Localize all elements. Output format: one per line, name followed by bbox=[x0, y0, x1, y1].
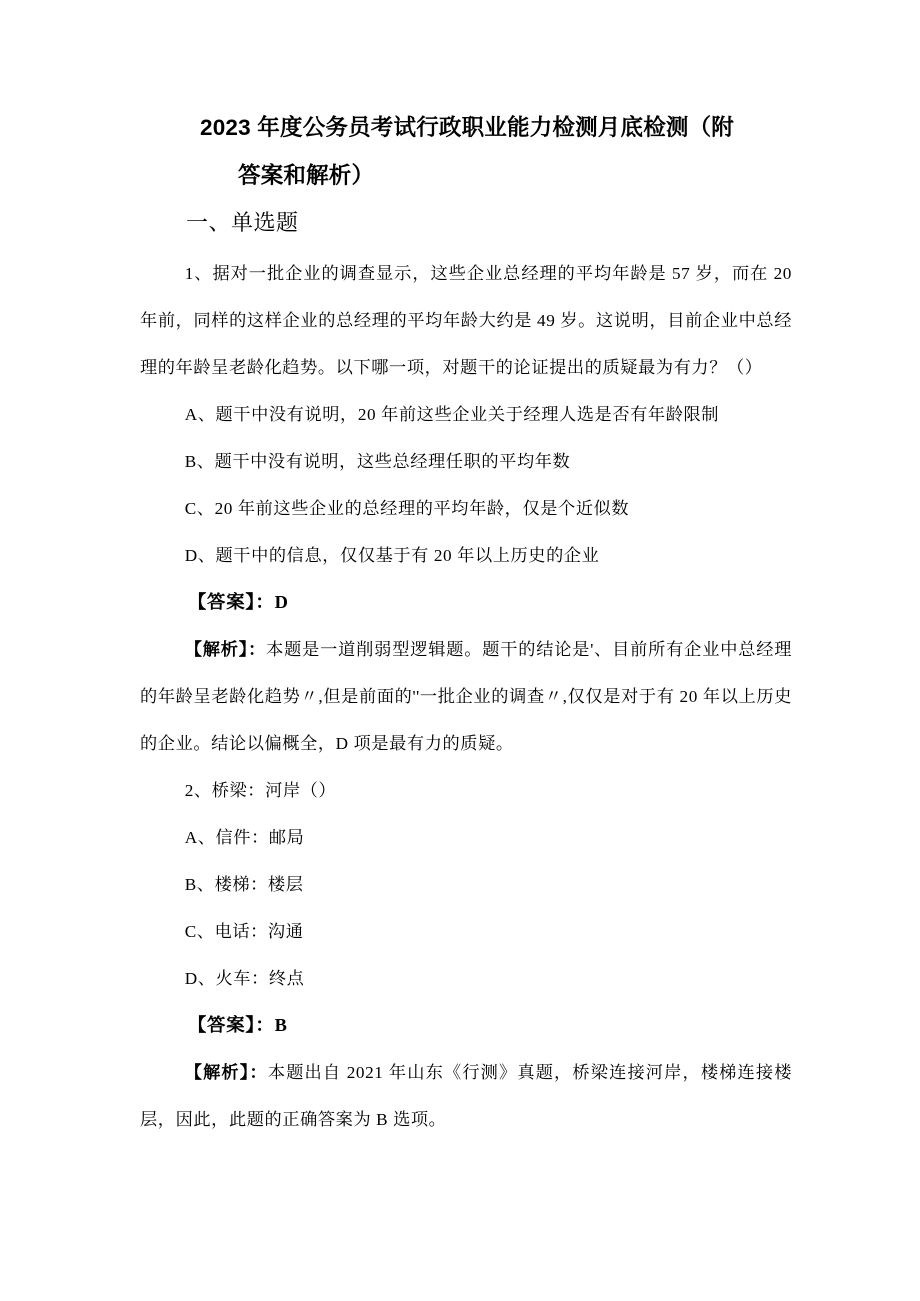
explanation-line bbox=[140, 626, 792, 767]
question-stem: 1、据对一批企业的调查显示，这些企业总经理的平均年龄是 57 岁，而在 20 年前，同样的这样企业的总经理的平均年龄大约是 49 岁。这说明，目前企业中总经理的年龄呈老龄化趋势。以下哪一项，对题干的论证提出的质疑最为有力？（） bbox=[140, 264, 792, 377]
explanation-line bbox=[140, 1049, 792, 1143]
answer-value: D bbox=[274, 592, 289, 612]
explanation-label: 【解析】： bbox=[184, 1063, 268, 1082]
answer-label: 【答案】： bbox=[187, 592, 275, 612]
question-block bbox=[140, 767, 792, 1143]
answer-value: B bbox=[274, 1015, 288, 1035]
explanation-text: 本题是一道削弱型逻辑题。题干的结论是'、目前所有企业中总经理的年龄呈老龄化趋势〃,但是前面的''一批企业的调查〃,仅仅是对于有 20 年以上历史的企业。结论以偏概全，D 项是最有力的质疑。 bbox=[140, 640, 792, 753]
option-b[interactable]: B、题干中没有说明，这些总经理任职的平均年数 bbox=[184, 452, 571, 471]
option-a[interactable]: A、题干中没有说明，20 年前这些企业关于经理人选是否有年龄限制 bbox=[184, 405, 720, 424]
answer-line bbox=[140, 1002, 792, 1049]
explanation-label: 【解析】： bbox=[184, 640, 267, 659]
option-d[interactable]: D、火车：终点 bbox=[184, 969, 305, 988]
answer-label: 【答案】： bbox=[187, 1015, 275, 1035]
title-line-2: 答案和解析） bbox=[238, 163, 375, 188]
option-c[interactable]: C、电话：沟通 bbox=[184, 922, 304, 941]
option-b[interactable]: B、楼梯：楼层 bbox=[184, 875, 304, 894]
option-d[interactable]: D、题干中的信息，仅仅基于有 20 年以上历史的企业 bbox=[184, 546, 600, 565]
page-title bbox=[140, 104, 790, 200]
document-body bbox=[140, 250, 792, 1143]
title-line-1: 2023 年度公务员考试行政职业能力检测月底检测（附 bbox=[200, 115, 735, 140]
option-a[interactable]: A、信件：邮局 bbox=[184, 828, 305, 847]
explanation-text: 本题出自 2021 年山东《行测》真题，桥梁连接河岸，楼梯连接楼层，因此，此题的正确答案为 B 选项。 bbox=[140, 1063, 793, 1129]
section-heading: 一、单选题 bbox=[186, 210, 299, 235]
question-stem: 2、桥梁：河岸（） bbox=[184, 781, 337, 800]
answer-line bbox=[140, 579, 792, 626]
question-block bbox=[140, 250, 792, 767]
option-c[interactable]: C、20 年前这些企业的总经理的平均年龄，仅是个近似数 bbox=[184, 499, 630, 518]
